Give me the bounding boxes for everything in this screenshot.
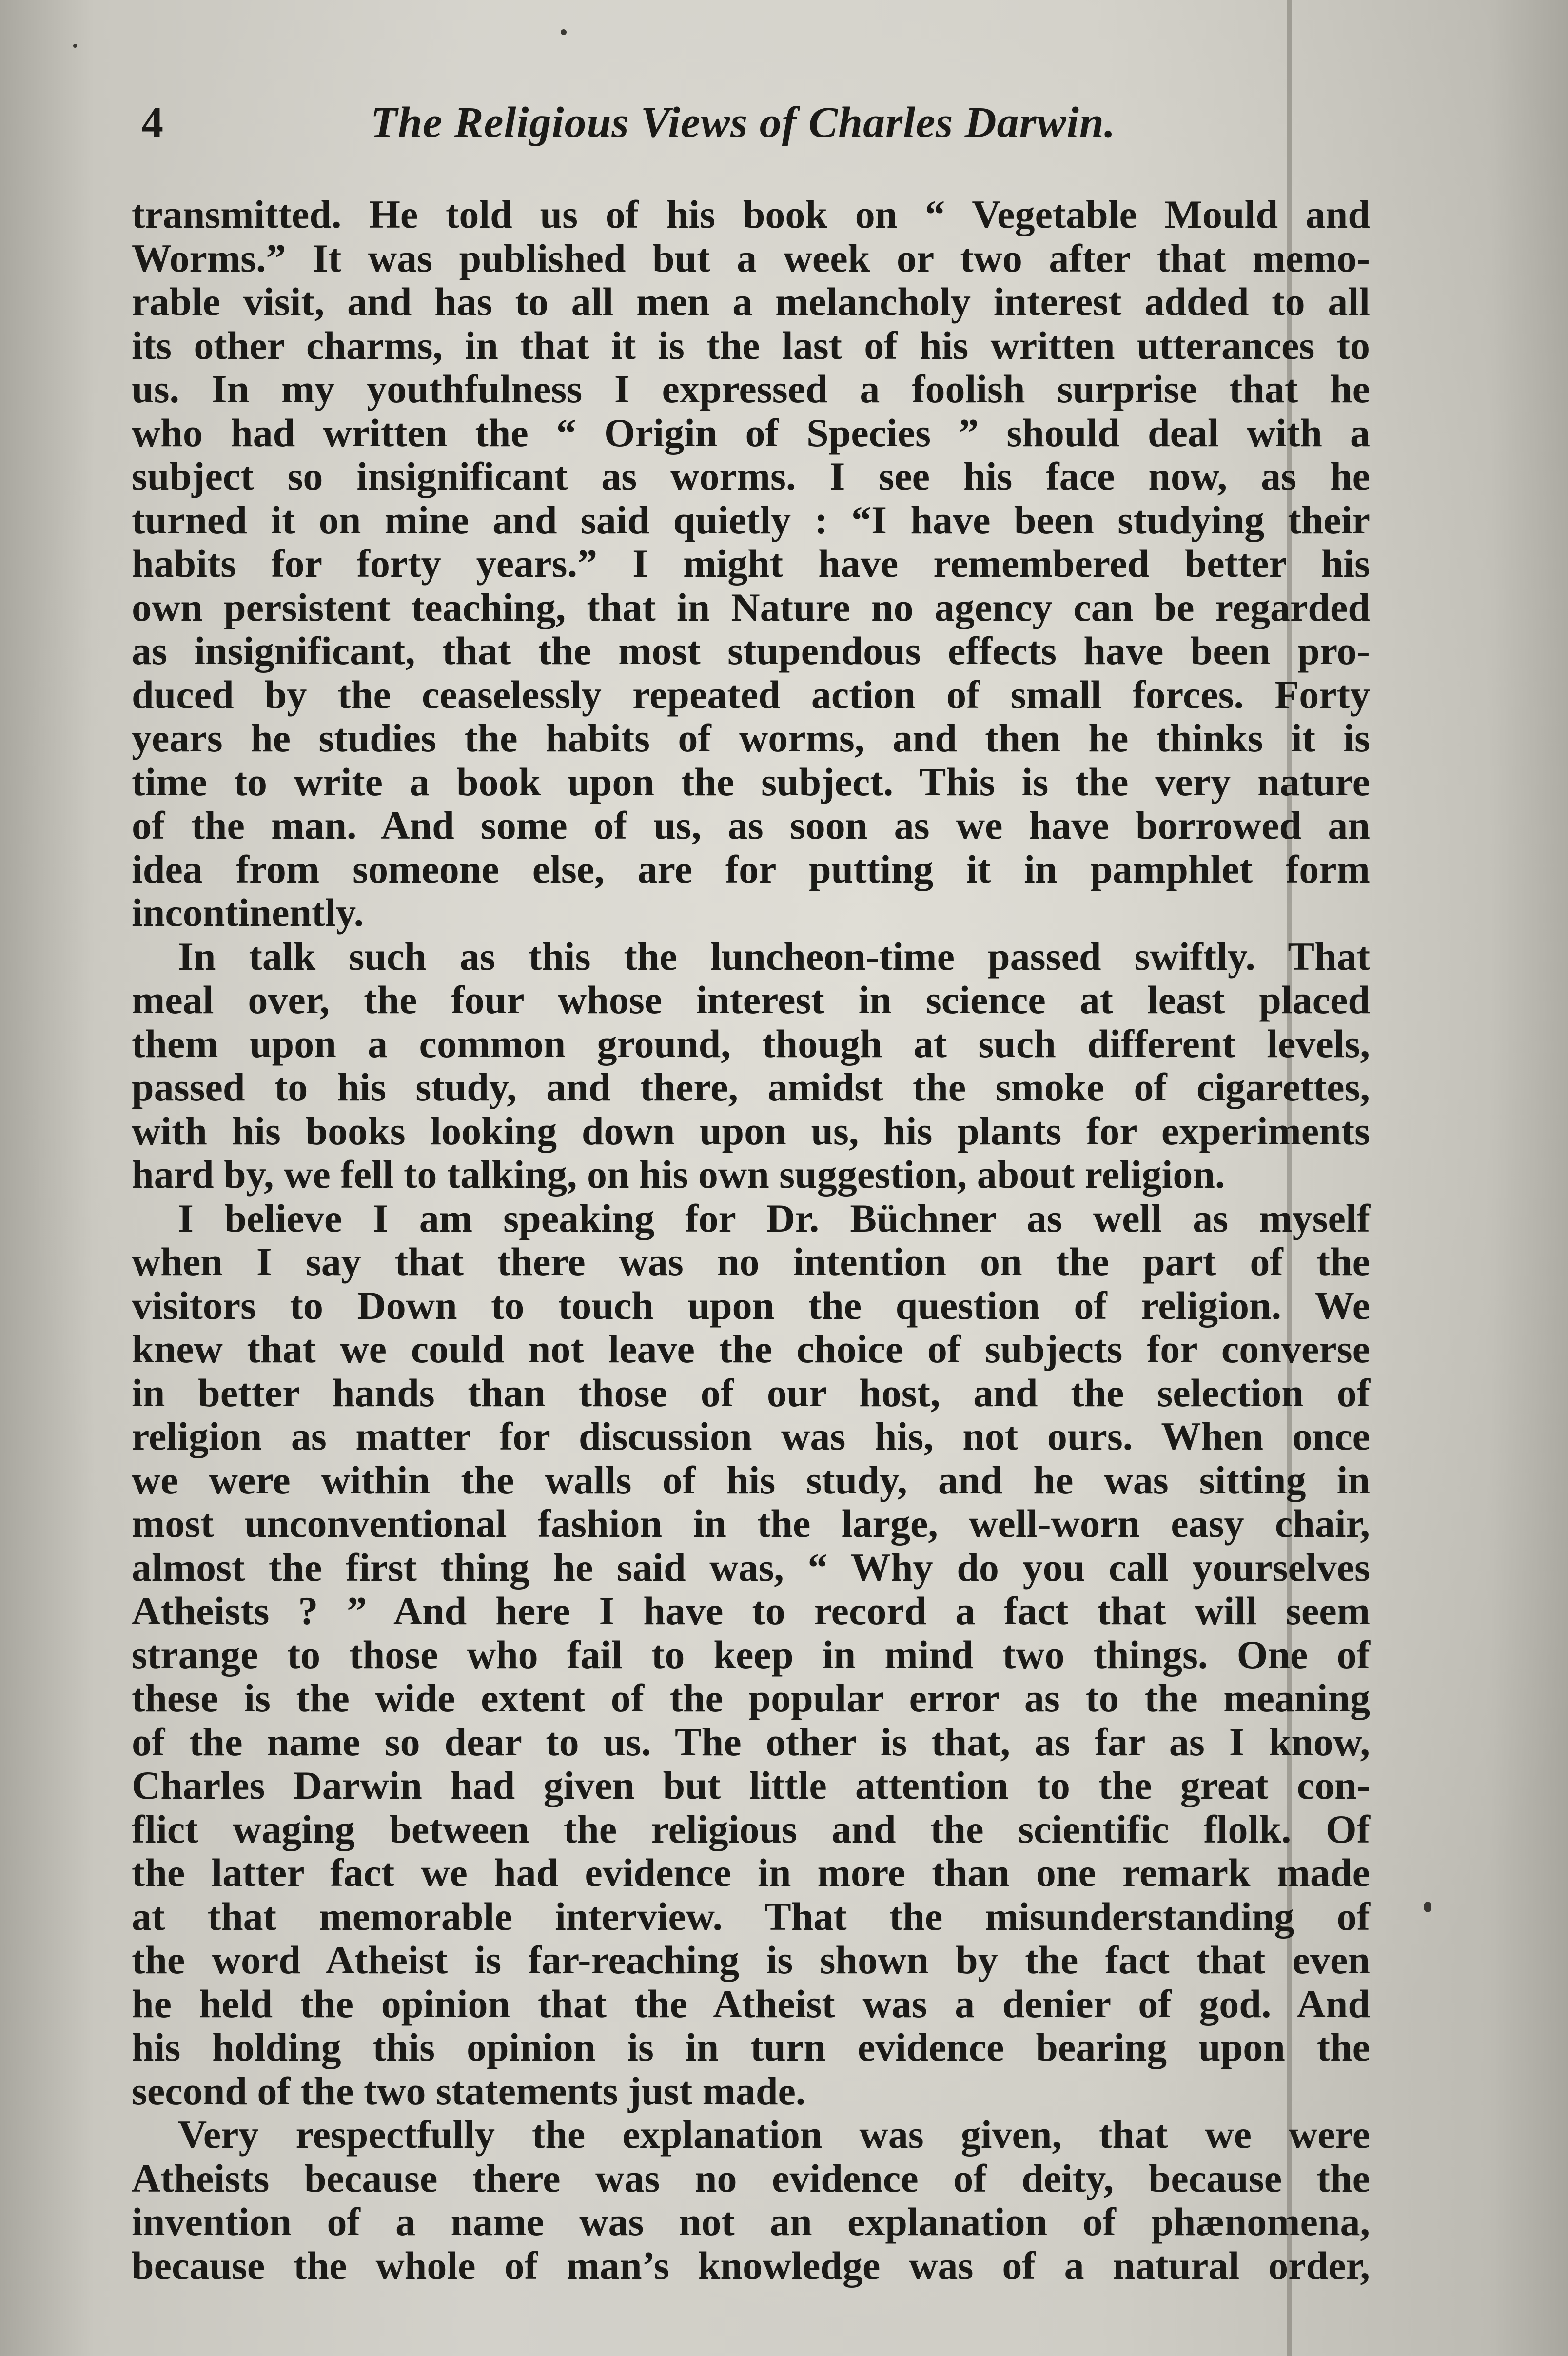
text-line: at that memorable interview. That the misunderstanding of (132, 1894, 1370, 1939)
text-line: idea from someone else, are for putting it in pamphlet form (132, 846, 1370, 891)
text-line: Worms.” It was published but a week or two after that memo- (132, 236, 1370, 280)
text-line: in better hands than those of our host, and the selection of (132, 1370, 1370, 1415)
text-line: invention of a name was not an explanation of phænomena, (132, 2199, 1370, 2244)
text-line: turned it on mine and said quietly : “I have been studying their (132, 497, 1370, 542)
text-line: hard by, we fell to talking, on his own suggestion, about religion. (132, 1152, 1225, 1197)
text-line: them upon a common ground, though at such different levels, (132, 1021, 1370, 1066)
text-line: duced by the ceaselessly repeated action of small forces. Forty (132, 672, 1370, 717)
text-line: strange to those who fail to keep in mind two things. One of (132, 1632, 1370, 1677)
text-line: when I say that there was no intention on the part of the (132, 1239, 1370, 1284)
text-line: habits for forty years.” I might have remembered better his (132, 541, 1370, 586)
dust-speck (1424, 1902, 1431, 1912)
text-line: flict waging between the religious and the scientific flolk. Of (132, 1806, 1370, 1851)
text-line: of the name so dear to us. The other is that, as far as I know, (132, 1719, 1370, 1764)
text-line: of the man. And some of us, as soon as we have borrowed an (132, 803, 1370, 847)
text-line: Very respectfully the explanation was given, that we were (178, 2112, 1370, 2157)
text-line: Atheists because there was no evidence of deity, because the (132, 2156, 1370, 2200)
text-line: he held the opinion that the Atheist was a denier of god. And (132, 1981, 1370, 2026)
text-line: us. In my youthfulness I expressed a foolish surprise that he (132, 367, 1370, 411)
dust-speck (561, 29, 567, 35)
text-line: years he studies the habits of worms, and then he thinks it is (132, 716, 1370, 760)
text-line: most unconventional fashion in the large, well-worn easy chair, (132, 1501, 1370, 1546)
text-line: almost the first thing he said was, “ Why do you call yourselves (132, 1545, 1370, 1590)
text-line: second of the two statements just made. (132, 2068, 806, 2113)
text-line: subject so insignificant as worms. I see his face now, as he (132, 454, 1370, 498)
running-title: The Religious Views of Charles Darwin. (371, 98, 1116, 147)
text-line: meal over, the four whose interest in science at least placed (132, 978, 1370, 1022)
text-line: these is the wide extent of the popular error as to the meaning (132, 1676, 1370, 1720)
text-line: his holding this opinion is in turn evidence bearing upon the (132, 2025, 1370, 2069)
text-line: its other charms, in that it is the last of his written utterances to (132, 323, 1370, 368)
text-line: knew that we could not leave the choice of subjects for converse (132, 1327, 1370, 1371)
text-line: rable visit, and has to all men a melancholy interest added to all (132, 279, 1370, 324)
text-line: religion as matter for discussion was his, not ours. When once (132, 1414, 1370, 1458)
text-line: who had written the “ Origin of Species ” should deal with a (132, 410, 1370, 455)
text-line: own persistent teaching, that in Nature no agency can be regarded (132, 585, 1370, 629)
text-line: with his books looking down upon us, his plants for experiments (132, 1108, 1370, 1153)
text-line: In talk such as this the luncheon-time passed swiftly. That (178, 934, 1370, 979)
page-header (141, 98, 1370, 156)
text-line: Atheists ? ” And here I have to record a fact that will seem (132, 1589, 1370, 1633)
page-number: 4 (141, 98, 163, 147)
text-line: transmitted. He told us of his book on “ Vegetable Mould and (132, 192, 1370, 236)
text-line: incontinently. (132, 890, 364, 935)
text-line: I believe I am speaking for Dr. Büchner as well as myself (178, 1196, 1370, 1240)
text-line: we were within the walls of his study, and he was sitting in (132, 1457, 1370, 1502)
dust-speck (73, 44, 77, 48)
text-line: the word Atheist is far-reaching is shown by the fact that even (132, 1938, 1370, 1982)
text-line: visitors to Down to touch upon the question of religion. We (132, 1283, 1370, 1328)
text-line: passed to his study, and there, amidst the smoke of cigarettes, (132, 1065, 1370, 1109)
text-line: the latter fact we had evidence in more than one remark made (132, 1850, 1370, 1895)
text-line: Charles Darwin had given but little attention to the great con- (132, 1763, 1370, 1807)
text-line: because the whole of man’s knowledge was of a natural order, (132, 2243, 1370, 2288)
body-text (132, 193, 1370, 2287)
text-line: time to write a book upon the subject. This is the very nature (132, 759, 1370, 804)
text-line: as insignificant, that the most stupendous effects have been pro- (132, 628, 1370, 673)
